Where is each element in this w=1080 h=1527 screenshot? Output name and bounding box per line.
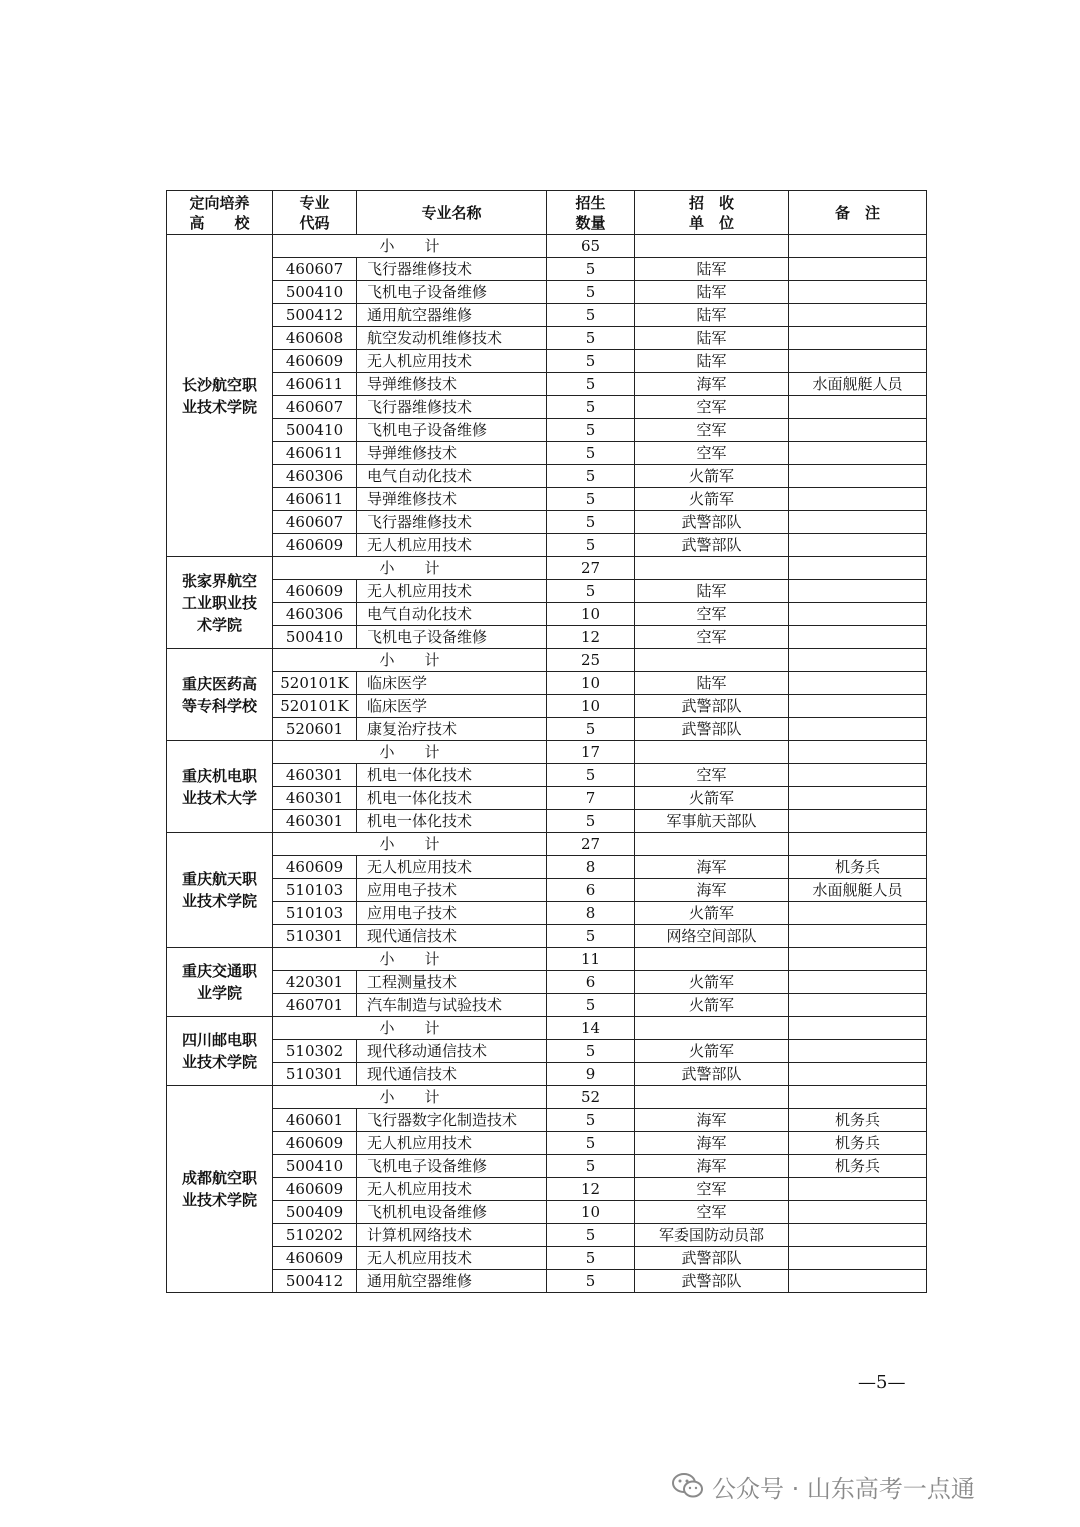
school-name: 长沙航空职业技术学院 (167, 235, 273, 557)
major-code: 460609 (273, 1178, 357, 1201)
unit-cell (635, 557, 789, 580)
subtotal-value: 11 (547, 948, 635, 971)
table-row (167, 327, 927, 350)
recruit-unit: 武警部队 (635, 695, 789, 718)
note-cell (789, 1247, 927, 1270)
table-row (167, 879, 927, 902)
major-code: 510301 (273, 925, 357, 948)
subtotal-label: 小 计 (273, 833, 547, 856)
recruit-unit: 火箭军 (635, 971, 789, 994)
enroll-count: 5 (547, 1109, 635, 1132)
subtotal-row (167, 833, 927, 856)
table-row (167, 258, 927, 281)
enroll-count: 5 (547, 1155, 635, 1178)
note-cell (789, 419, 927, 442)
recruit-unit: 军委国防动员部 (635, 1224, 789, 1247)
major-code: 460607 (273, 396, 357, 419)
note-cell (789, 1201, 927, 1224)
major-code: 460609 (273, 534, 357, 557)
table-row (167, 1155, 927, 1178)
enroll-count: 5 (547, 1270, 635, 1293)
subtotal-value: 65 (547, 235, 635, 258)
page-number: —5— (858, 1372, 906, 1393)
enroll-count: 10 (547, 603, 635, 626)
major-name: 无人机应用技术 (357, 580, 547, 603)
table-row (167, 1063, 927, 1086)
table-row (167, 1109, 927, 1132)
recruit-unit: 海军 (635, 1132, 789, 1155)
enroll-count: 5 (547, 1040, 635, 1063)
note-cell (789, 1224, 927, 1247)
major-name: 机电一体化技术 (357, 764, 547, 787)
table-row (167, 1247, 927, 1270)
note-cell (789, 603, 927, 626)
table-row (167, 1270, 927, 1293)
enroll-count: 5 (547, 281, 635, 304)
enroll-count: 9 (547, 1063, 635, 1086)
enroll-count: 5 (547, 1132, 635, 1155)
enroll-count: 5 (547, 810, 635, 833)
table-row (167, 971, 927, 994)
enroll-count: 5 (547, 925, 635, 948)
note-cell (789, 833, 927, 856)
subtotal-value: 52 (547, 1086, 635, 1109)
note-cell (789, 327, 927, 350)
school-name: 重庆交通职业学院 (167, 948, 273, 1017)
table-row (167, 856, 927, 879)
major-code: 460611 (273, 442, 357, 465)
table-row (167, 534, 927, 557)
major-name: 临床医学 (357, 695, 547, 718)
recruit-unit: 火箭军 (635, 1040, 789, 1063)
major-code: 460609 (273, 350, 357, 373)
major-code: 460609 (273, 856, 357, 879)
recruit-unit: 武警部队 (635, 1063, 789, 1086)
subtotal-value: 25 (547, 649, 635, 672)
recruit-unit: 武警部队 (635, 718, 789, 741)
recruit-unit: 海军 (635, 1109, 789, 1132)
note-cell (789, 971, 927, 994)
recruit-unit: 空军 (635, 442, 789, 465)
subtotal-value: 17 (547, 741, 635, 764)
note-cell (789, 1017, 927, 1040)
enroll-count: 8 (547, 902, 635, 925)
enroll-count: 5 (547, 465, 635, 488)
unit-cell (635, 1086, 789, 1109)
recruit-unit: 空军 (635, 396, 789, 419)
school-name: 重庆医药高等专科学校 (167, 649, 273, 741)
major-name: 临床医学 (357, 672, 547, 695)
note-cell (789, 304, 927, 327)
major-name: 现代通信技术 (357, 1063, 547, 1086)
enroll-count: 5 (547, 994, 635, 1017)
major-name: 电气自动化技术 (357, 603, 547, 626)
enroll-count: 5 (547, 511, 635, 534)
subtotal-row (167, 948, 927, 971)
recruit-unit: 陆军 (635, 350, 789, 373)
table-row (167, 419, 927, 442)
major-name: 飞行器维修技术 (357, 511, 547, 534)
recruit-unit: 陆军 (635, 327, 789, 350)
table-row (167, 764, 927, 787)
major-code: 460301 (273, 787, 357, 810)
unit-cell (635, 649, 789, 672)
note-cell (789, 534, 927, 557)
recruit-unit: 网络空间部队 (635, 925, 789, 948)
major-name: 电气自动化技术 (357, 465, 547, 488)
major-code: 460607 (273, 511, 357, 534)
recruit-unit: 海军 (635, 879, 789, 902)
recruit-unit: 火箭军 (635, 902, 789, 925)
major-name: 导弹维修技术 (357, 373, 547, 396)
recruit-unit: 陆军 (635, 580, 789, 603)
major-code: 460306 (273, 603, 357, 626)
enroll-count: 5 (547, 1247, 635, 1270)
major-code: 460611 (273, 373, 357, 396)
major-code: 500410 (273, 281, 357, 304)
unit-cell (635, 235, 789, 258)
major-name: 无人机应用技术 (357, 534, 547, 557)
note-cell (789, 488, 927, 511)
recruit-unit: 空军 (635, 419, 789, 442)
major-name: 飞行器维修技术 (357, 258, 547, 281)
major-code: 460607 (273, 258, 357, 281)
header-row (167, 191, 927, 235)
header-school: 定向培养 高 校 (167, 191, 273, 235)
note-cell (789, 925, 927, 948)
note-cell: 机务兵 (789, 1132, 927, 1155)
major-code: 500410 (273, 626, 357, 649)
subtotal-value: 14 (547, 1017, 635, 1040)
note-cell (789, 948, 927, 971)
enroll-count: 12 (547, 1178, 635, 1201)
table-row (167, 1201, 927, 1224)
note-cell (789, 1178, 927, 1201)
table-row (167, 304, 927, 327)
wechat-icon (672, 1472, 704, 1500)
note-cell (789, 1063, 927, 1086)
enroll-count: 5 (547, 327, 635, 350)
major-code: 420301 (273, 971, 357, 994)
school-name: 成都航空职业技术学院 (167, 1086, 273, 1293)
subtotal-row (167, 649, 927, 672)
header-code: 专业 代码 (273, 191, 357, 235)
note-cell (789, 672, 927, 695)
school-name: 重庆机电职业技术大学 (167, 741, 273, 833)
note-cell (789, 258, 927, 281)
subtotal-value: 27 (547, 557, 635, 580)
table-row (167, 603, 927, 626)
table-row (167, 373, 927, 396)
note-cell (789, 1270, 927, 1293)
watermark (672, 1466, 975, 1506)
table-row (167, 1178, 927, 1201)
major-code: 460609 (273, 1132, 357, 1155)
watermark-text: 公众号 · 山东高考一点通 (712, 1474, 975, 1503)
major-code: 520601 (273, 718, 357, 741)
table-row (167, 1040, 927, 1063)
subtotal-row (167, 1086, 927, 1109)
note-cell (789, 718, 927, 741)
major-code: 520101K (273, 672, 357, 695)
table-row (167, 281, 927, 304)
major-code: 460609 (273, 1247, 357, 1270)
note-cell: 水面舰艇人员 (789, 373, 927, 396)
subtotal-label: 小 计 (273, 649, 547, 672)
table-row (167, 488, 927, 511)
major-name: 计算机网络技术 (357, 1224, 547, 1247)
major-name: 飞行器数字化制造技术 (357, 1109, 547, 1132)
enroll-count: 5 (547, 396, 635, 419)
major-name: 工程测量技术 (357, 971, 547, 994)
major-code: 510302 (273, 1040, 357, 1063)
recruit-unit: 火箭军 (635, 488, 789, 511)
major-code: 510202 (273, 1224, 357, 1247)
major-name: 应用电子技术 (357, 902, 547, 925)
table-row (167, 465, 927, 488)
note-cell (789, 465, 927, 488)
note-cell (789, 281, 927, 304)
table-row (167, 511, 927, 534)
note-cell (789, 649, 927, 672)
recruit-unit: 陆军 (635, 258, 789, 281)
unit-cell (635, 741, 789, 764)
table-row (167, 672, 927, 695)
table-row (167, 626, 927, 649)
enroll-count: 5 (547, 1224, 635, 1247)
school-name: 重庆航天职业技术学院 (167, 833, 273, 948)
unit-cell (635, 948, 789, 971)
note-cell: 水面舰艇人员 (789, 879, 927, 902)
table-row (167, 718, 927, 741)
header-note: 备 注 (789, 191, 927, 235)
major-code: 500412 (273, 1270, 357, 1293)
major-code: 500409 (273, 1201, 357, 1224)
enroll-count: 10 (547, 1201, 635, 1224)
major-name: 无人机应用技术 (357, 1247, 547, 1270)
recruit-unit: 空军 (635, 603, 789, 626)
table-row (167, 695, 927, 718)
enroll-count: 5 (547, 419, 635, 442)
table-row (167, 994, 927, 1017)
major-name: 现代通信技术 (357, 925, 547, 948)
note-cell: 机务兵 (789, 1155, 927, 1178)
subtotal-label: 小 计 (273, 948, 547, 971)
subtotal-row (167, 557, 927, 580)
major-code: 460301 (273, 764, 357, 787)
enroll-count: 5 (547, 258, 635, 281)
table-row (167, 925, 927, 948)
enroll-count: 6 (547, 879, 635, 902)
major-name: 导弹维修技术 (357, 442, 547, 465)
major-code: 460601 (273, 1109, 357, 1132)
major-name: 无人机应用技术 (357, 350, 547, 373)
table-row (167, 442, 927, 465)
table-row (167, 810, 927, 833)
header-count: 招生 数量 (547, 191, 635, 235)
recruit-unit: 武警部队 (635, 511, 789, 534)
table-row (167, 902, 927, 925)
enroll-count: 5 (547, 580, 635, 603)
recruit-unit: 空军 (635, 626, 789, 649)
enroll-count: 5 (547, 373, 635, 396)
major-code: 460611 (273, 488, 357, 511)
major-name: 导弹维修技术 (357, 488, 547, 511)
note-cell (789, 994, 927, 1017)
enroll-count: 10 (547, 695, 635, 718)
recruit-unit: 武警部队 (635, 1270, 789, 1293)
subtotal-value: 27 (547, 833, 635, 856)
recruit-unit: 武警部队 (635, 1247, 789, 1270)
note-cell (789, 235, 927, 258)
note-cell (789, 626, 927, 649)
major-name: 无人机应用技术 (357, 1132, 547, 1155)
enroll-count: 12 (547, 626, 635, 649)
major-name: 无人机应用技术 (357, 856, 547, 879)
note-cell: 机务兵 (789, 856, 927, 879)
major-name: 飞行器维修技术 (357, 396, 547, 419)
subtotal-row (167, 741, 927, 764)
subtotal-label: 小 计 (273, 1086, 547, 1109)
recruit-unit: 海军 (635, 856, 789, 879)
enroll-count: 5 (547, 488, 635, 511)
note-cell (789, 1086, 927, 1109)
table-row (167, 580, 927, 603)
enrollment-table (166, 190, 927, 1293)
subtotal-label: 小 计 (273, 557, 547, 580)
major-code: 510103 (273, 902, 357, 925)
recruit-unit: 武警部队 (635, 534, 789, 557)
enroll-count: 5 (547, 350, 635, 373)
note-cell (789, 511, 927, 534)
note-cell (789, 695, 927, 718)
recruit-unit: 陆军 (635, 672, 789, 695)
note-cell: 机务兵 (789, 1109, 927, 1132)
recruit-unit: 火箭军 (635, 994, 789, 1017)
recruit-unit: 火箭军 (635, 465, 789, 488)
major-name: 无人机应用技术 (357, 1178, 547, 1201)
major-name: 航空发动机维修技术 (357, 327, 547, 350)
table-row (167, 1224, 927, 1247)
recruit-unit: 陆军 (635, 281, 789, 304)
subtotal-label: 小 计 (273, 741, 547, 764)
major-code: 460609 (273, 580, 357, 603)
recruit-unit: 军事航天部队 (635, 810, 789, 833)
recruit-unit: 海军 (635, 373, 789, 396)
major-code: 500412 (273, 304, 357, 327)
subtotal-label: 小 计 (273, 235, 547, 258)
note-cell (789, 902, 927, 925)
enroll-count: 5 (547, 534, 635, 557)
note-cell (789, 810, 927, 833)
note-cell (789, 580, 927, 603)
note-cell (789, 396, 927, 419)
recruit-unit: 海军 (635, 1155, 789, 1178)
note-cell (789, 1040, 927, 1063)
major-name: 飞机电子设备维修 (357, 1155, 547, 1178)
major-name: 通用航空器维修 (357, 1270, 547, 1293)
table-row (167, 787, 927, 810)
school-name: 张家界航空工业职业技术学院 (167, 557, 273, 649)
note-cell (789, 787, 927, 810)
major-name: 应用电子技术 (357, 879, 547, 902)
enroll-count: 10 (547, 672, 635, 695)
major-name: 汽车制造与试验技术 (357, 994, 547, 1017)
subtotal-row (167, 235, 927, 258)
enroll-count: 5 (547, 718, 635, 741)
school-name: 四川邮电职业技术学院 (167, 1017, 273, 1086)
note-cell (789, 741, 927, 764)
major-name: 通用航空器维修 (357, 304, 547, 327)
table-row (167, 350, 927, 373)
major-code: 520101K (273, 695, 357, 718)
major-code: 500410 (273, 1155, 357, 1178)
subtotal-label: 小 计 (273, 1017, 547, 1040)
major-code: 500410 (273, 419, 357, 442)
major-name: 飞机电子设备维修 (357, 626, 547, 649)
header-name: 专业名称 (357, 191, 547, 235)
major-code: 460608 (273, 327, 357, 350)
enroll-count: 8 (547, 856, 635, 879)
note-cell (789, 764, 927, 787)
subtotal-row (167, 1017, 927, 1040)
enroll-count: 5 (547, 304, 635, 327)
major-name: 现代移动通信技术 (357, 1040, 547, 1063)
major-name: 康复治疗技术 (357, 718, 547, 741)
recruit-unit: 空军 (635, 1201, 789, 1224)
unit-cell (635, 833, 789, 856)
enroll-count: 5 (547, 764, 635, 787)
recruit-unit: 空军 (635, 1178, 789, 1201)
recruit-unit: 陆军 (635, 304, 789, 327)
note-cell (789, 442, 927, 465)
major-name: 飞机机电设备维修 (357, 1201, 547, 1224)
major-name: 机电一体化技术 (357, 810, 547, 833)
major-name: 飞机电子设备维修 (357, 419, 547, 442)
note-cell (789, 350, 927, 373)
recruit-unit: 火箭军 (635, 787, 789, 810)
major-code: 460306 (273, 465, 357, 488)
table-row (167, 1132, 927, 1155)
recruit-unit: 空军 (635, 764, 789, 787)
major-code: 460301 (273, 810, 357, 833)
major-code: 510103 (273, 879, 357, 902)
table-row (167, 396, 927, 419)
note-cell (789, 557, 927, 580)
unit-cell (635, 1017, 789, 1040)
enroll-count: 7 (547, 787, 635, 810)
major-name: 飞机电子设备维修 (357, 281, 547, 304)
header-unit: 招 收 单 位 (635, 191, 789, 235)
enroll-count: 5 (547, 442, 635, 465)
enroll-count: 6 (547, 971, 635, 994)
major-name: 机电一体化技术 (357, 787, 547, 810)
major-code: 510301 (273, 1063, 357, 1086)
major-code: 460701 (273, 994, 357, 1017)
